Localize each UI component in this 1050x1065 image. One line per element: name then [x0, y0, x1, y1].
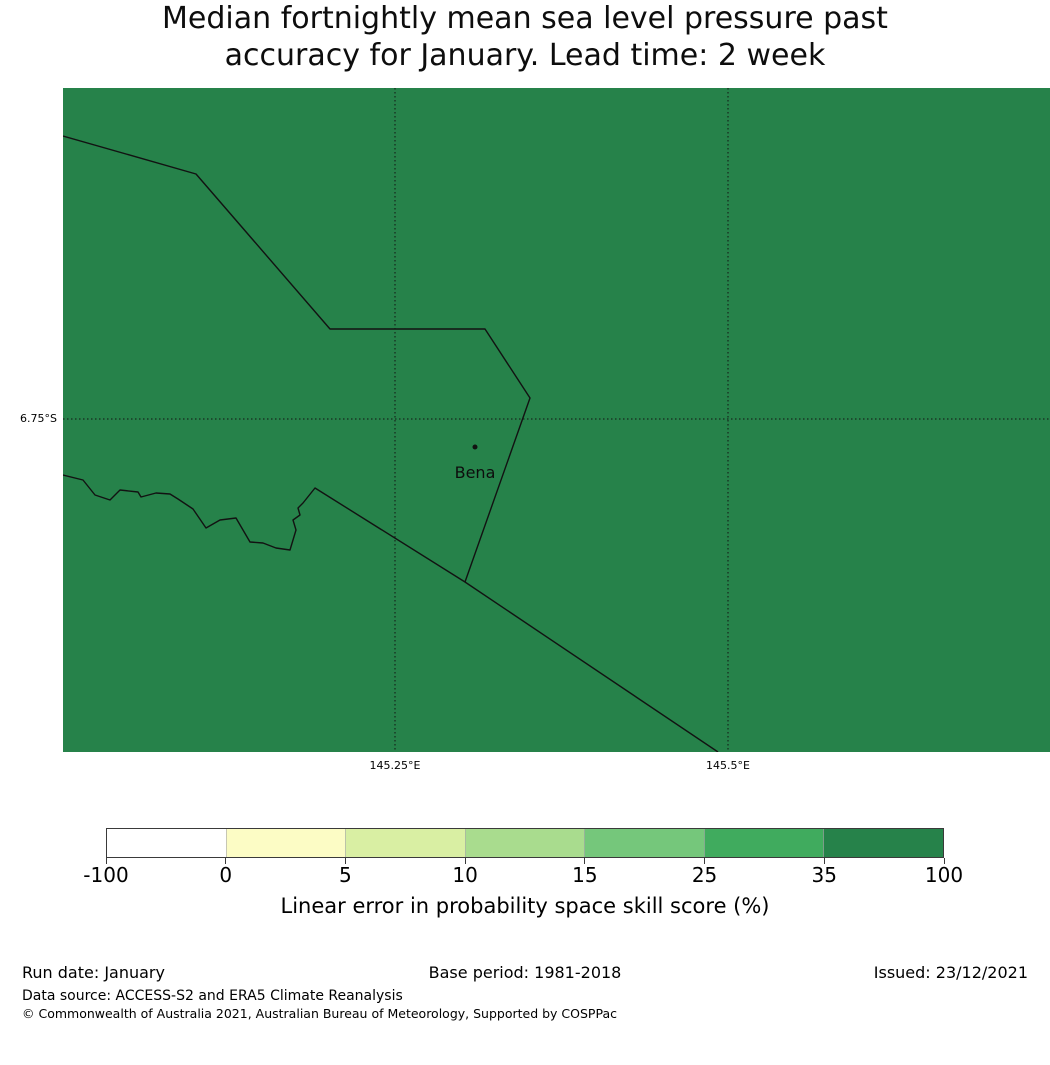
x-axis-tick-label: 145.25°E: [369, 759, 421, 772]
colorbar-tick-labels: [83, 863, 964, 889]
x-axis-tick-label: 145.5°E: [706, 759, 750, 772]
colorbar-segment: [226, 829, 346, 857]
colorbar-label: Linear error in probability space skill score (%): [280, 894, 770, 918]
colorbar-tick-label: 5: [339, 863, 352, 887]
figure-title: [0, 0, 1050, 74]
footer-row: [0, 963, 1050, 985]
copyright-text: © Commonwealth of Australia 2021, Australian Bureau of Meteorology, Supported by COSPPac: [22, 1006, 617, 1021]
colorbar-tick-label: 25: [691, 863, 718, 887]
run-date-text: Run date: January: [22, 963, 165, 982]
y-axis-tick-label: 6.75°S: [20, 412, 57, 425]
colorbar-segment: [704, 829, 824, 857]
colorbar-segment: [345, 829, 465, 857]
title-line-2: accuracy for January. Lead time: 2 week: [224, 38, 826, 73]
colorbar-segment: [107, 829, 226, 857]
colorbar-segment: [465, 829, 585, 857]
map-panel: [63, 88, 1050, 752]
colorbar-tick-label: 10: [452, 863, 478, 887]
x-axis-tick-labels: [63, 759, 1050, 775]
place-marker-label: Bena: [454, 463, 496, 482]
colorbar-tick-label: 100: [924, 863, 964, 887]
map-background: [63, 88, 1050, 752]
colorbar-segment: [584, 829, 704, 857]
base-period-text: Base period: 1981-2018: [428, 963, 622, 982]
colorbar-tick-label: 35: [811, 863, 838, 887]
issued-text: Issued: 23/12/2021: [873, 963, 1028, 982]
place-marker-dot: [473, 445, 478, 450]
colorbar-tick-label: -100: [83, 863, 129, 887]
title-line-1: Median fortnightly mean sea level pressure past: [162, 1, 888, 36]
data-source-text: Data source: ACCESS-S2 and ERA5 Climate Reanalysis: [22, 988, 403, 1004]
colorbar: [106, 828, 944, 858]
colorbar-segment: [823, 829, 943, 857]
colorbar-tick-label: 0: [219, 863, 233, 887]
colorbar-tick-label: 15: [572, 863, 598, 887]
map-canvas: [63, 88, 1050, 752]
